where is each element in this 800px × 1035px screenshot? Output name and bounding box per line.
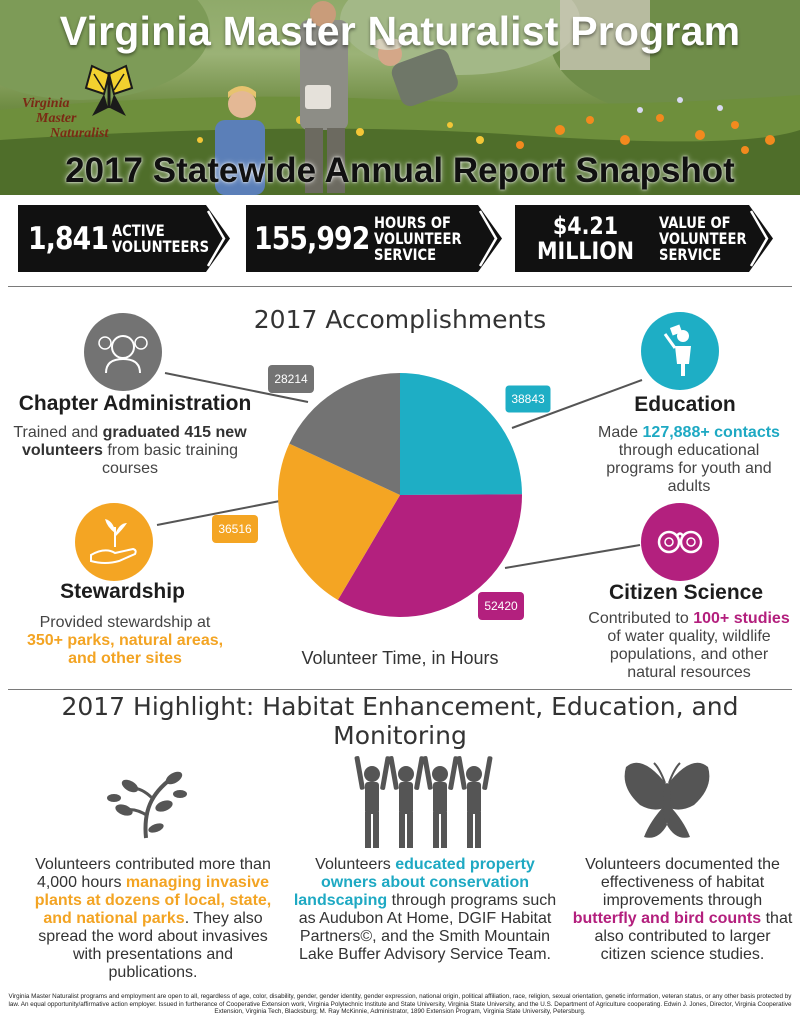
pie-label-value: 28214 (274, 372, 308, 386)
volunteer-time-pie-chart (218, 355, 550, 640)
stat-value: $4.21 MILLION (537, 211, 635, 265)
pie-label-value: 52420 (484, 599, 518, 613)
divider (8, 689, 792, 690)
sprouting-plant-icon (102, 768, 192, 840)
chapter-administration-text: Trained and graduated 415 new volunteers from basic training courses (13, 424, 247, 477)
stat-value: 155,992 (254, 220, 370, 257)
education-text: Made 127,888+ contacts through educational programs for youth and adults (598, 424, 780, 495)
stat-value-of-service: $4.21 MILLION VALUE OF VOLUNTEER SERVICE (515, 205, 773, 272)
citizen-science-heading: Citizen Science (608, 581, 764, 604)
citizen-science-text: Contributed to 100+ studies of water quality, wildlife populations, and other natural resources (588, 610, 790, 681)
legal-footer: Virginia Master Naturalist programs and employment are open to all, regardless of age, color, disability, gender, gender identity, gender expression, national origin, political affiliation, race, religion, sexual orientation, genetic information, veteran status, or any other basis protected by law. An equal opportunity/affirmative action employer. Issued in furtherance of Cooperative Extension work, Virginia Polytechnic Institute and State University, Virginia State University, and the U.S. Department of Agriculture cooperating. Edwin J. Jones, Director, Virginia Cooperative Extension, Virginia Tech, Blacksburg; M. Ray McKinnie, Administrator, 1890 Extension Program, Virginia State University, Petersburg. (8, 993, 792, 1015)
page-title: Virginia Master Naturalist Program (59, 8, 741, 54)
stewardship-text: Provided stewardship at 350+ parks, natural areas, and other sites (26, 614, 224, 667)
people-group-icon (355, 754, 495, 850)
highlight-invasives-text: Volunteers contributed more than 4,000 hours managing invasive plants at dozens of local, state, and national parks. They also spread the word about invasives with presentations and publications. (34, 856, 272, 981)
pie-label-value: 38843 (511, 392, 545, 406)
pie-slice-education (400, 373, 522, 495)
pie-label (212, 515, 258, 543)
program-logo-text: Virginia Master Naturalist (22, 96, 109, 141)
highlight-education-text: Volunteers educated property owners about conservation landscaping through programs such as Audubon At Home, DGIF Habitat Partners©, and the Smith Mountain Lake Buffer Advisory Service Team. (293, 856, 557, 963)
highlight-title: 2017 Highlight: Habitat Enhancement, Education, and Monitoring (61, 692, 739, 750)
pie-label (478, 592, 524, 620)
pie-label (268, 365, 314, 393)
moth-icon (622, 755, 712, 845)
chapter-administration-heading: Chapter Administration (18, 392, 252, 415)
stewardship-heading: Stewardship (60, 580, 185, 603)
stat-hours-of-service: 155,992 HOURS OF VOLUNTEER SERVICE (246, 205, 502, 272)
stat-value: 1,841 (28, 220, 109, 257)
pie-label-value: 36516 (218, 522, 252, 536)
stat-active-volunteers: 1,841 ACTIVE VOLUNTEERS (18, 205, 230, 272)
chart-caption: Volunteer Time, in Hours (301, 648, 499, 668)
highlight-monitoring-text: Volunteers documented the effectiveness of habitat improvements through butterfly and bird counts that also contributed to larger citizen science studies. (572, 856, 793, 963)
pie-label (505, 385, 551, 413)
education-heading: Education (634, 393, 736, 416)
accomplishments-title: 2017 Accomplishments (253, 305, 547, 334)
report-subtitle: 2017 Statewide Annual Report Snapshot (65, 151, 735, 190)
